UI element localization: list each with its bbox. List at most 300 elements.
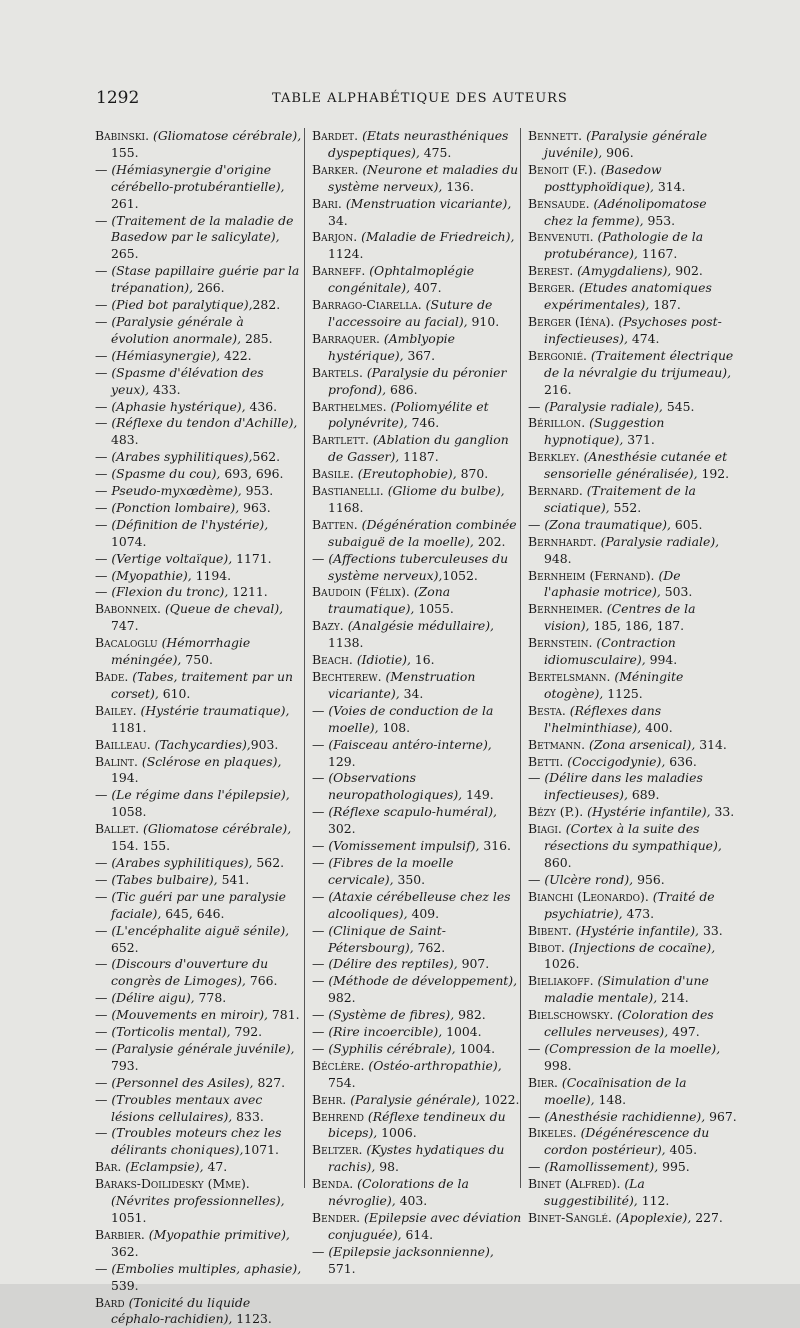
author-name: — — [528, 770, 541, 786]
author-name: Besta. — [528, 702, 566, 718]
work-title: (Syphilis cérébrale), — [328, 1040, 456, 1056]
page-refs: 605. — [670, 516, 703, 532]
work-title: (Colorations de la névroglie), — [328, 1176, 469, 1209]
index-entry — [528, 1210, 738, 1227]
author-name: Beach. — [312, 652, 353, 668]
work-title: (Ablation du ganglion de Gasser), — [328, 432, 509, 465]
index-entry — [312, 703, 522, 737]
page-refs: 614. — [401, 1226, 434, 1242]
author-name: — — [95, 499, 108, 515]
index-entry — [95, 1176, 305, 1227]
page-refs: 1123. — [232, 1311, 272, 1327]
index-entry — [95, 365, 305, 399]
work-title: (Gliomatose cérébrale), — [153, 128, 302, 143]
page-refs: 1167. — [637, 246, 678, 262]
work-title: (Tabes, traitement par un corset), — [111, 669, 294, 701]
page-refs: 1171. — [232, 550, 272, 566]
index-entry — [95, 449, 305, 466]
author-name: — — [528, 1159, 541, 1175]
author-name: Benda. — [312, 1176, 354, 1192]
index-entry — [95, 821, 305, 855]
page-refs: 1187. — [399, 449, 439, 465]
author-name: — — [312, 702, 325, 718]
work-title: (Gliomatose cérébrale), — [143, 821, 292, 837]
work-title: (Etats neurasthéniques dyspeptiques), — [328, 128, 509, 160]
work-title: (Traitement de la sciatique), — [544, 483, 696, 515]
page-refs: 282. — [252, 297, 281, 313]
author-name: Betmann. — [528, 736, 586, 752]
index-entry — [312, 432, 522, 466]
page-refs: 422. — [220, 347, 252, 363]
author-name: — — [95, 1074, 108, 1090]
work-title: (Dégénération combinée subaiguë de la moelle), — [328, 516, 517, 549]
index-entry — [312, 804, 522, 838]
work-title: (Tic guéri par une paralysie faciale), — [111, 888, 287, 921]
page-refs: 903. — [250, 736, 279, 752]
page-refs: 285. — [241, 330, 273, 346]
author-name: Bernstein. — [528, 635, 593, 651]
index-entry — [95, 787, 305, 821]
work-title: (Définition de l'hystérie), — [111, 516, 269, 532]
page-refs: 503. — [660, 584, 693, 600]
index-entry — [95, 1092, 305, 1126]
index-entry — [312, 956, 522, 973]
work-title: (Hystérie infantile), — [587, 804, 711, 820]
author-name: Baraks-Doilidesky (Mme). — [95, 1176, 250, 1192]
page-refs: 610. — [158, 685, 191, 701]
index-entry — [528, 1041, 738, 1075]
index-entry — [95, 399, 305, 416]
author-name: Bartels. — [312, 364, 363, 380]
page-refs: 995. — [658, 1159, 690, 1175]
work-title: (Paralysie générale), — [350, 1091, 481, 1107]
work-title: (Torticolis mental), — [111, 1024, 231, 1040]
work-title: (Tabes bulbaire), — [111, 871, 218, 887]
author-name: Balint. — [95, 753, 138, 769]
work-title: (Affections tuberculeuses du système nerveux), — [328, 550, 509, 583]
page-refs: 870. — [456, 466, 489, 482]
author-name: — — [95, 550, 108, 566]
page-refs: 539. — [111, 1277, 139, 1293]
author-name: — — [312, 1040, 325, 1056]
author-name: Benvenuti. — [528, 229, 594, 245]
work-title: (Paralysie générale juvénile), — [544, 128, 708, 160]
page-refs: 1004. — [455, 1040, 496, 1056]
work-title: (Troubles mentaux avec lésions cellulaires), — [111, 1091, 263, 1124]
index-entry — [528, 703, 738, 737]
work-title: (Paralysie générale juvénile), — [111, 1040, 295, 1056]
author-name: — — [528, 398, 541, 414]
index-column-1 — [95, 128, 305, 1328]
index-entry — [312, 584, 522, 618]
author-name: — — [312, 973, 325, 989]
work-title: (Paralysie du péronier profond), — [328, 364, 507, 397]
index-entry — [312, 855, 522, 889]
work-title: (Méthode de développement), — [328, 973, 518, 989]
work-title: (Délire dans les maladies infectieuses), — [544, 770, 703, 803]
author-name: — — [95, 787, 108, 803]
index-entry — [312, 1210, 522, 1244]
work-title: (Cocaïnisation de la moelle), — [544, 1074, 687, 1107]
author-name: Behrend — [312, 1108, 364, 1124]
work-title: (Ponction lombaire), — [111, 499, 240, 515]
work-title: Pseudo-myxœdème), — [111, 483, 242, 499]
author-name: Bazy. — [312, 618, 344, 634]
work-title: (Aphasie hystérique), — [111, 398, 246, 414]
index-entry — [95, 737, 305, 754]
work-title: (Basedow posttyphoïdique), — [544, 161, 662, 194]
work-title: (Contraction idiomusculaire), — [544, 635, 676, 668]
index-entry — [95, 584, 305, 601]
index-entry — [312, 1092, 522, 1109]
page-refs: 636. — [665, 753, 697, 769]
author-name: Barneff. — [312, 263, 366, 279]
page-refs: 1181. — [111, 719, 147, 735]
page-refs: 314. — [695, 736, 727, 752]
page-refs: 1006. — [377, 1125, 417, 1141]
page-refs: 778. — [194, 990, 227, 1006]
work-title: (Mouvements en miroir), — [111, 1007, 268, 1023]
page-refs: 907. — [457, 956, 490, 972]
author-name: Barker. — [312, 161, 359, 177]
author-name: — — [95, 516, 108, 532]
work-title: (Traité de psychiatrie), — [544, 888, 715, 921]
author-name: Babonneix. — [95, 601, 161, 617]
author-name: — — [312, 1007, 325, 1023]
page-refs: 314. — [653, 178, 686, 194]
work-title: (Pied bot paralytique), — [111, 297, 253, 313]
work-title: (Hystérie infantile), — [575, 922, 699, 938]
index-entry — [312, 889, 522, 923]
index-entry — [528, 669, 738, 703]
index-entry — [312, 1058, 522, 1092]
index-entry — [528, 263, 738, 280]
author-name: Bikeles. — [528, 1125, 577, 1141]
work-title: (L'encéphalite aiguë sénile), — [111, 922, 290, 938]
author-name: Biagi. — [528, 821, 562, 837]
page-refs: 956. — [633, 871, 665, 887]
page-refs: 906. — [602, 144, 634, 160]
index-entry — [312, 331, 522, 365]
author-name: — — [528, 516, 541, 532]
page-refs: 98. — [375, 1159, 399, 1175]
author-name: Bari. — [312, 195, 342, 211]
work-title: (Spasme du cou), — [111, 466, 221, 482]
index-entry — [95, 1159, 305, 1176]
index-column-3 — [528, 128, 738, 1227]
page-refs: 1055. — [414, 601, 454, 617]
work-title: (Réflexes dans l'helminthiase), — [544, 702, 662, 735]
author-name: — — [312, 1024, 325, 1040]
index-entry — [312, 669, 522, 703]
author-name: Bard — [95, 1294, 125, 1310]
author-name: Bardet. — [312, 128, 359, 143]
page-refs: 187. — [649, 297, 681, 313]
index-entry — [95, 601, 305, 635]
work-title: (Hémiasynergie), — [111, 347, 221, 363]
index-entry — [528, 1125, 738, 1159]
page-refs: 982. — [328, 990, 356, 1006]
index-entry — [95, 872, 305, 889]
index-entry — [312, 1142, 522, 1176]
page-refs: 112. — [637, 1193, 670, 1209]
work-title: (Amblyopie hystérique), — [328, 330, 455, 363]
author-name: Ballet. — [95, 821, 140, 837]
author-name: — — [95, 1007, 108, 1023]
page-refs: 362. — [111, 1243, 139, 1259]
index-entry — [312, 1244, 522, 1278]
page-refs: 214. — [657, 990, 689, 1006]
index-entry — [312, 365, 522, 399]
work-title: (Méningite otogène), — [544, 669, 684, 701]
author-name: — — [95, 990, 108, 1006]
index-entry — [95, 754, 305, 788]
page-refs: 202. — [473, 533, 506, 549]
page-refs: 33. — [710, 804, 735, 820]
index-entry — [95, 162, 305, 213]
page-refs: 129. — [328, 753, 356, 769]
work-title: (Anesthésie cutanée et sensorielle généralisée), — [544, 449, 728, 482]
author-name: Béclère. — [312, 1057, 365, 1073]
page-refs: 652. — [111, 939, 139, 955]
work-title: (Clinique de Saint-Pétersbourg), — [328, 922, 446, 955]
page-refs: 902. — [671, 263, 703, 279]
index-entry — [95, 990, 305, 1007]
index-entry — [528, 128, 738, 162]
index-entry — [95, 1125, 305, 1159]
index-entry — [528, 804, 738, 821]
page-refs: 1058. — [111, 804, 147, 820]
index-entry — [95, 415, 305, 449]
author-name: Berger. — [528, 280, 575, 296]
work-title: (Système de fibres), — [328, 1007, 455, 1023]
index-entry — [528, 483, 738, 517]
index-entry — [312, 483, 522, 517]
author-name: — — [95, 1260, 108, 1276]
index-entry — [95, 128, 305, 162]
work-title: (De l'aphasie motrice), — [544, 567, 681, 600]
author-name: — — [528, 1040, 541, 1056]
work-title: (Zona traumatique), — [544, 516, 671, 532]
author-name: Bailey. — [95, 702, 137, 718]
index-entry — [95, 1295, 305, 1328]
page-refs: 433. — [149, 381, 181, 397]
work-title: (Tachycardies), — [154, 736, 251, 752]
page-refs: 645, 646. — [161, 905, 225, 921]
author-name: — — [95, 449, 108, 465]
page-refs: 994. — [645, 652, 678, 668]
index-entry — [528, 534, 738, 568]
page-refs: 409. — [407, 905, 440, 921]
page-refs: 963. — [239, 499, 271, 515]
work-title: (Paralysie radiale), — [600, 533, 720, 549]
page-refs: 227. — [691, 1210, 723, 1225]
work-title: (Arabes syphilitiques), — [111, 854, 253, 870]
index-entry — [312, 551, 522, 585]
work-title: (Réflexe scapulo-huméral), — [328, 804, 497, 820]
index-entry — [95, 669, 305, 703]
work-title: (Ataxie cérébelleuse chez les alcooliques), — [328, 888, 511, 921]
author-name: Beltzer. — [312, 1142, 363, 1158]
author-name: — — [312, 888, 325, 904]
page-refs: 910. — [467, 313, 500, 329]
work-title: (Traitement de la maladie de Basedow par le salicylate), — [111, 212, 294, 245]
work-title: (Maladie de Friedreich), — [361, 229, 515, 245]
page-refs: 400. — [641, 719, 673, 735]
index-entry — [95, 568, 305, 585]
work-title: (Fibres de la moelle cervicale), — [328, 854, 454, 887]
work-title: (Stase papillaire guérie par la trépanation), — [111, 263, 300, 296]
author-name: Batten. — [312, 516, 358, 532]
author-name: — — [95, 956, 108, 972]
author-name: Betti. — [528, 753, 564, 769]
page-refs: 827. — [253, 1074, 286, 1090]
author-name: Bielschowsky. — [528, 1007, 614, 1023]
index-entry — [95, 348, 305, 365]
index-entry — [528, 923, 738, 940]
index-entry — [528, 399, 738, 416]
page-refs: 793. — [111, 1057, 139, 1073]
page-refs: 34. — [328, 212, 348, 228]
author-name: Bibot. — [528, 939, 565, 955]
work-title: (Kystes hydatiques du rachis), — [328, 1142, 505, 1175]
work-title: (Injections de cocaïne), — [568, 939, 716, 955]
author-name: Bier. — [528, 1074, 558, 1090]
work-title: (Troubles moteurs chez les délirants choniques), — [111, 1125, 282, 1158]
work-title: (Délire des reptiles), — [328, 956, 458, 972]
index-column-2 — [312, 128, 522, 1278]
author-name: Bailleau. — [95, 736, 151, 752]
work-title: (Spasme d'élévation des yeux), — [111, 364, 264, 397]
work-title: (Ophtalmoplégie congénitale), — [328, 263, 475, 296]
page-refs: 1004. — [442, 1024, 482, 1040]
page-refs: 47. — [203, 1159, 228, 1175]
author-name: Barraquer. — [312, 330, 380, 346]
author-name: — — [95, 398, 108, 414]
work-title: (Embolies multiples, aphasie), — [111, 1260, 302, 1276]
author-name: Barthelmes. — [312, 398, 387, 414]
page-refs: 562. — [252, 449, 281, 465]
author-name: Bernheim (Fernand). — [528, 567, 655, 583]
work-title: (Psychoses post-infectieuses), — [544, 313, 722, 346]
page-refs: 746. — [407, 415, 440, 431]
work-title: (Paralysie radiale), — [544, 398, 663, 414]
work-title: (Observations neuropathologiques), — [328, 770, 463, 803]
page-refs: 750. — [181, 652, 213, 668]
work-title: (Adénolipomatose chez la femme), — [544, 195, 707, 228]
work-title: (Ulcère rond), — [544, 871, 634, 887]
index-entry — [528, 1109, 738, 1126]
author-name: Benoit (F.). — [528, 161, 597, 177]
page-refs: 136. — [442, 178, 474, 194]
index-entry — [528, 737, 738, 754]
page-refs: 16. — [410, 652, 435, 668]
author-name: Bernheimer. — [528, 601, 603, 617]
page-refs: 316. — [479, 838, 511, 854]
page-refs: 1052. — [442, 567, 478, 583]
author-name: — — [95, 161, 108, 177]
author-name: Bensaude. — [528, 195, 590, 211]
index-entry — [312, 737, 522, 771]
author-name: — — [95, 313, 108, 329]
work-title: (Zona arsenical), — [589, 736, 696, 752]
author-name: — — [312, 922, 325, 938]
work-title: (Discours d'ouverture du congrès de Limoges), — [111, 956, 269, 989]
index-entry — [528, 314, 738, 348]
index-entry — [95, 956, 305, 990]
work-title: (Réflexe tendineux du biceps), — [328, 1108, 506, 1141]
page-number: 1292 — [96, 88, 140, 108]
author-name: — — [95, 1024, 108, 1040]
work-title: (Epilepsie avec déviation conjuguée), — [328, 1210, 522, 1242]
page-refs: 1022. — [480, 1091, 520, 1107]
page-refs: 192. — [697, 466, 730, 482]
page-refs: 148. — [594, 1091, 627, 1107]
author-name: — — [312, 736, 325, 752]
page-refs: 108. — [378, 719, 411, 735]
page-refs: 473. — [622, 905, 655, 921]
index-entry — [528, 229, 738, 263]
author-name: Binet-Sanglé. — [528, 1210, 612, 1225]
author-name: Bennett. — [528, 128, 583, 143]
index-entry — [528, 821, 738, 872]
index-entry — [95, 1075, 305, 1092]
index-entry — [528, 973, 738, 1007]
index-entry — [528, 1176, 738, 1210]
author-name: — — [312, 838, 325, 854]
index-entry — [528, 568, 738, 602]
author-name: Bastianelli. — [312, 483, 384, 499]
work-title: (Epilepsie jacksonnienne), — [328, 1243, 494, 1259]
index-entry — [95, 314, 305, 348]
running-title: TABLE ALPHABÉTIQUE DES AUTEURS — [272, 91, 568, 106]
author-name: Bacaloglu — [95, 635, 158, 651]
page-refs: 1211. — [228, 584, 268, 600]
author-name: Bartlett. — [312, 432, 369, 448]
work-title: (Vomissement impulsif), — [328, 838, 480, 854]
author-name: Bernard. — [528, 483, 583, 499]
page-refs: 998. — [544, 1057, 572, 1073]
page-refs: 781. — [267, 1007, 300, 1023]
author-name: — — [312, 804, 325, 820]
page-refs: 405. — [665, 1142, 698, 1158]
work-title: (Etudes anatomiques expérimentales), — [544, 280, 712, 313]
page-refs: 982. — [454, 1007, 486, 1023]
author-name: — — [312, 1243, 325, 1259]
page-refs: 693, 696. — [220, 466, 284, 482]
page-refs: 155. — [111, 144, 139, 160]
page-refs: 34. — [399, 685, 424, 701]
work-title: (Hémorrhagie méningée), — [111, 635, 251, 668]
page-refs: 833. — [232, 1108, 264, 1124]
work-title: (Eclampsie), — [125, 1159, 204, 1175]
author-name: Barjon. — [312, 229, 358, 245]
index-entry — [312, 517, 522, 551]
work-title: (Sclérose en plaques), — [141, 753, 282, 769]
work-title: (Délire aigu), — [111, 990, 195, 1006]
work-title: (Amygdaliens), — [577, 263, 672, 279]
page-header — [92, 88, 752, 112]
work-title: (Coloration des cellules nerveuses), — [544, 1007, 714, 1040]
page-refs: 475. — [419, 144, 452, 160]
page-refs: 754. — [328, 1074, 356, 1090]
author-name: — — [95, 297, 108, 313]
work-title: (Centres de la vision), — [544, 601, 696, 634]
index-entry — [95, 635, 305, 669]
work-title: (Traitement électrique de la névralgie du trijumeau), — [544, 347, 734, 380]
author-name: — — [95, 888, 108, 904]
index-entry — [528, 601, 738, 635]
